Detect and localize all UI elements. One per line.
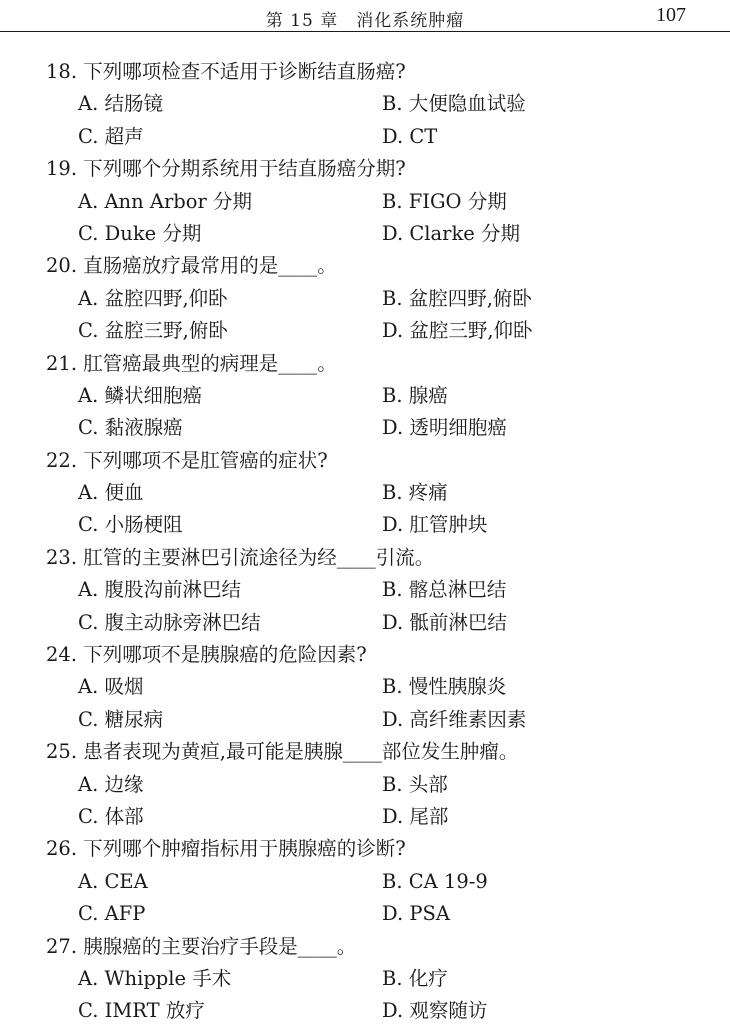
option-row: [0, 218, 730, 250]
option-row: [0, 477, 730, 509]
option-b: B. 化疗: [382, 966, 448, 990]
question-list: [0, 56, 730, 1028]
option-b: B. 髂总淋巴结: [382, 578, 507, 602]
option-a: A. 结肠镜: [78, 92, 163, 116]
option-a: A. 腹股沟前淋巴结: [78, 578, 241, 602]
question-21: [0, 348, 730, 445]
option-row: [0, 509, 730, 541]
option-row: [0, 898, 730, 930]
option-a: A. 边缘: [78, 772, 144, 796]
option-row: [0, 186, 730, 218]
option-c: C. Duke 分期: [78, 221, 202, 245]
option-a: A. CEA: [78, 869, 148, 893]
option-c: C. 体部: [78, 804, 144, 828]
option-b: B. 盆腔四野,俯卧: [382, 286, 532, 310]
option-row: [0, 995, 730, 1027]
option-c: C. AFP: [78, 902, 146, 926]
option-d: D. 观察随访: [382, 999, 488, 1023]
question-stem: 21. 肛管癌最典型的病理是____。: [46, 351, 337, 375]
option-b: B. 慢性胰腺炎: [382, 675, 507, 699]
option-d: D. PSA: [382, 902, 450, 926]
question-18: [0, 56, 730, 153]
option-c: C. IMRT 放疗: [78, 999, 205, 1023]
option-d: D. 高纤维素因素: [382, 707, 527, 731]
option-row: [0, 315, 730, 347]
option-d: D. 尾部: [382, 804, 449, 828]
page-header: [0, 0, 730, 36]
question-19: [0, 153, 730, 250]
question-stem: 25. 患者表现为黄疸,最可能是胰腺____部位发生肿瘤。: [46, 740, 519, 764]
option-b: B. CA 19-9: [382, 869, 488, 893]
option-a: A. 吸烟: [78, 675, 144, 699]
header-rule: [0, 31, 730, 32]
option-row: [0, 769, 730, 801]
option-row: [0, 574, 730, 606]
question-stem: 26. 下列哪个肿瘤指标用于胰腺癌的诊断?: [46, 837, 406, 861]
option-a: A. Ann Arbor 分期: [78, 189, 253, 213]
option-b: B. FIGO 分期: [382, 189, 507, 213]
option-d: D. 肛管肿块: [382, 513, 488, 537]
option-c: C. 盆腔三野,俯卧: [78, 319, 228, 343]
option-a: A. 便血: [78, 481, 144, 505]
option-a: A. Whipple 手术: [78, 966, 232, 990]
option-row: [0, 801, 730, 833]
page-number: 107: [656, 4, 686, 26]
option-row: [0, 671, 730, 703]
option-c: C. 超声: [78, 124, 144, 148]
question-stem: 22. 下列哪项不是肛管癌的症状?: [46, 448, 328, 472]
option-d: D. 盆腔三野,仰卧: [382, 319, 533, 343]
option-a: A. 盆腔四野,仰卧: [78, 286, 228, 310]
option-d: D. CT: [382, 124, 438, 148]
question-stem: 18. 下列哪项检查不适用于诊断结直肠癌?: [46, 60, 406, 83]
question-stem: 24. 下列哪项不是胰腺癌的危险因素?: [46, 643, 367, 667]
option-b: B. 大便隐血试验: [382, 92, 526, 116]
question-stem: 20. 直肠癌放疗最常用的是____。: [46, 254, 337, 278]
question-stem: 23. 肛管的主要淋巴引流途径为经____引流。: [46, 545, 435, 569]
option-c: C. 糖尿病: [78, 707, 164, 731]
option-a: A. 鳞状细胞癌: [78, 383, 202, 407]
option-b: B. 疼痛: [382, 481, 448, 505]
option-row: [0, 380, 730, 412]
question-stem: 27. 胰腺癌的主要治疗手段是____。: [46, 934, 357, 958]
question-25: [0, 736, 730, 833]
option-row: [0, 866, 730, 898]
option-d: D. 骶前淋巴结: [382, 610, 507, 634]
option-c: C. 黏液腺癌: [78, 416, 183, 440]
option-row: [0, 88, 730, 120]
option-b: B. 头部: [382, 772, 448, 796]
question-27: [0, 931, 730, 1028]
option-row: [0, 704, 730, 736]
option-row: [0, 607, 730, 639]
question-23: [0, 542, 730, 639]
question-20: [0, 250, 730, 347]
option-b: B. 腺癌: [382, 383, 448, 407]
question-24: [0, 639, 730, 736]
option-row: [0, 963, 730, 995]
chapter-title: 第 15 章 消化系统肿瘤: [265, 11, 465, 31]
option-row: [0, 412, 730, 444]
option-row: [0, 121, 730, 153]
question-22: [0, 445, 730, 542]
option-d: D. 透明细胞癌: [382, 416, 507, 440]
option-row: [0, 283, 730, 315]
option-c: C. 腹主动脉旁淋巴结: [78, 610, 261, 634]
question-stem: 19. 下列哪个分期系统用于结直肠癌分期?: [46, 157, 406, 181]
option-c: C. 小肠梗阻: [78, 513, 183, 537]
option-d: D. Clarke 分期: [382, 221, 520, 245]
question-26: [0, 833, 730, 930]
